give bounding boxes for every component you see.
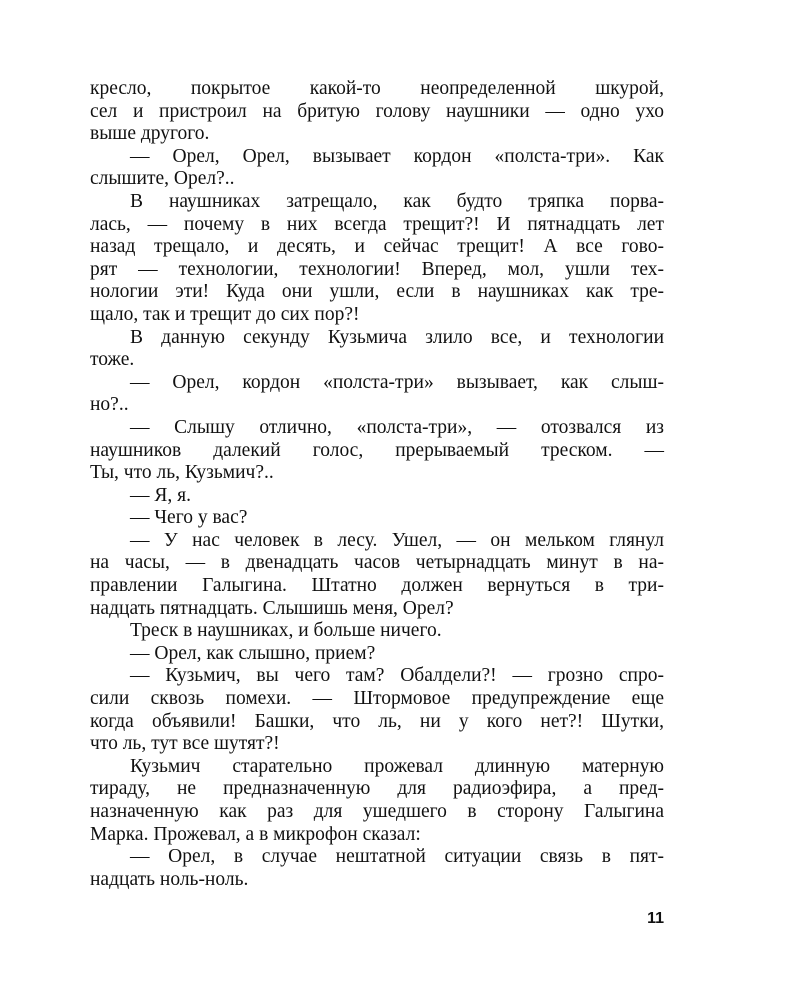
page-number: 11 — [647, 910, 664, 927]
text-line: но?.. — [90, 394, 129, 416]
text-line: сили сквозь помехи. — Штормовое предупреждение еще — [90, 688, 664, 710]
text-line: — Орел, в случае нештатной ситуации связь в пят- — [130, 846, 664, 868]
text-line: назад трещало, и десять, и сейчас трещит! А все гово- — [90, 236, 664, 258]
text-line: — Орел, кордон «полста-три» вызывает, как слыш- — [130, 371, 664, 393]
text-line: правлении Галыгина. Штатно должен вернуться в три- — [90, 575, 664, 597]
page-body — [90, 78, 664, 891]
text-line: — Чего у вас? — [130, 507, 248, 529]
text-line: назначенную как раз для ушедшего в сторону Галыгина — [90, 801, 664, 822]
text-line: лась, — почему в них всегда трещит?! И пятнадцать лет — [90, 213, 664, 235]
text-line: тираду, не предназначенную для радиоэфира, а пред- — [90, 778, 664, 800]
text-line: — Слышу отлично, «полста-три», — отозвался из — [130, 416, 664, 438]
text-line: выше другого. — [90, 123, 210, 145]
text-line: Ты, что ль, Кузьмич?.. — [90, 462, 274, 484]
text-line: — Кузьмич, вы чего там? Обалдели?! — грозно спро- — [130, 665, 664, 687]
text-line: В наушниках затрещало, как будто тряпка порва- — [130, 190, 664, 212]
text-line: наушников далекий голос, прерываемый треском. — — [90, 439, 664, 461]
text-line: Кузьмич старательно прожевал длинную матерную — [130, 755, 664, 777]
text-line: сел и пристроил на бритую голову наушники — одно ухо — [90, 100, 664, 122]
text-line: — Орел, как слышно, прием? — [130, 642, 376, 664]
text-line: надцать ноль-ноль. — [90, 868, 249, 890]
text-line: — Орел, Орел, вызывает кордон «полста-три». Как — [130, 145, 664, 167]
text-line: В данную секунду Кузьмича злило все, и технологии — [130, 326, 664, 348]
text-line: — Я, я. — [130, 484, 191, 506]
text-line: на часы, — в двенадцать часов четырнадцать минут в на- — [90, 552, 664, 574]
text-line: — У нас человек в лесу. Ушел, — он мельком глянул — [130, 529, 664, 551]
text-line: слышите, Орел?.. — [90, 168, 235, 190]
text-line: рят — технологии, технологии! Вперед, мол, ушли тех- — [90, 258, 664, 280]
text-line: надцать пятнадцать. Слышишь меня, Орел? — [90, 597, 454, 619]
text-line: Марка. Прожевал, а в микрофон сказал: — [90, 823, 421, 845]
text-line: Треск в наушниках, и больше ничего. — [130, 620, 442, 642]
text-line: тоже. — [90, 349, 135, 371]
text-line: нологии эти! Куда они ушли, если в наушниках как тре- — [90, 281, 664, 303]
text-line: кресло, покрытое какой-то неопределенной шкурой, — [90, 78, 664, 99]
text-line: щало, так и трещит до сих пор?! — [90, 303, 360, 325]
text-line: что ль, тут все шутят?! — [90, 733, 280, 755]
text-line: когда объявили! Башки, что ль, ни у кого нет?! Шутки, — [90, 710, 664, 732]
